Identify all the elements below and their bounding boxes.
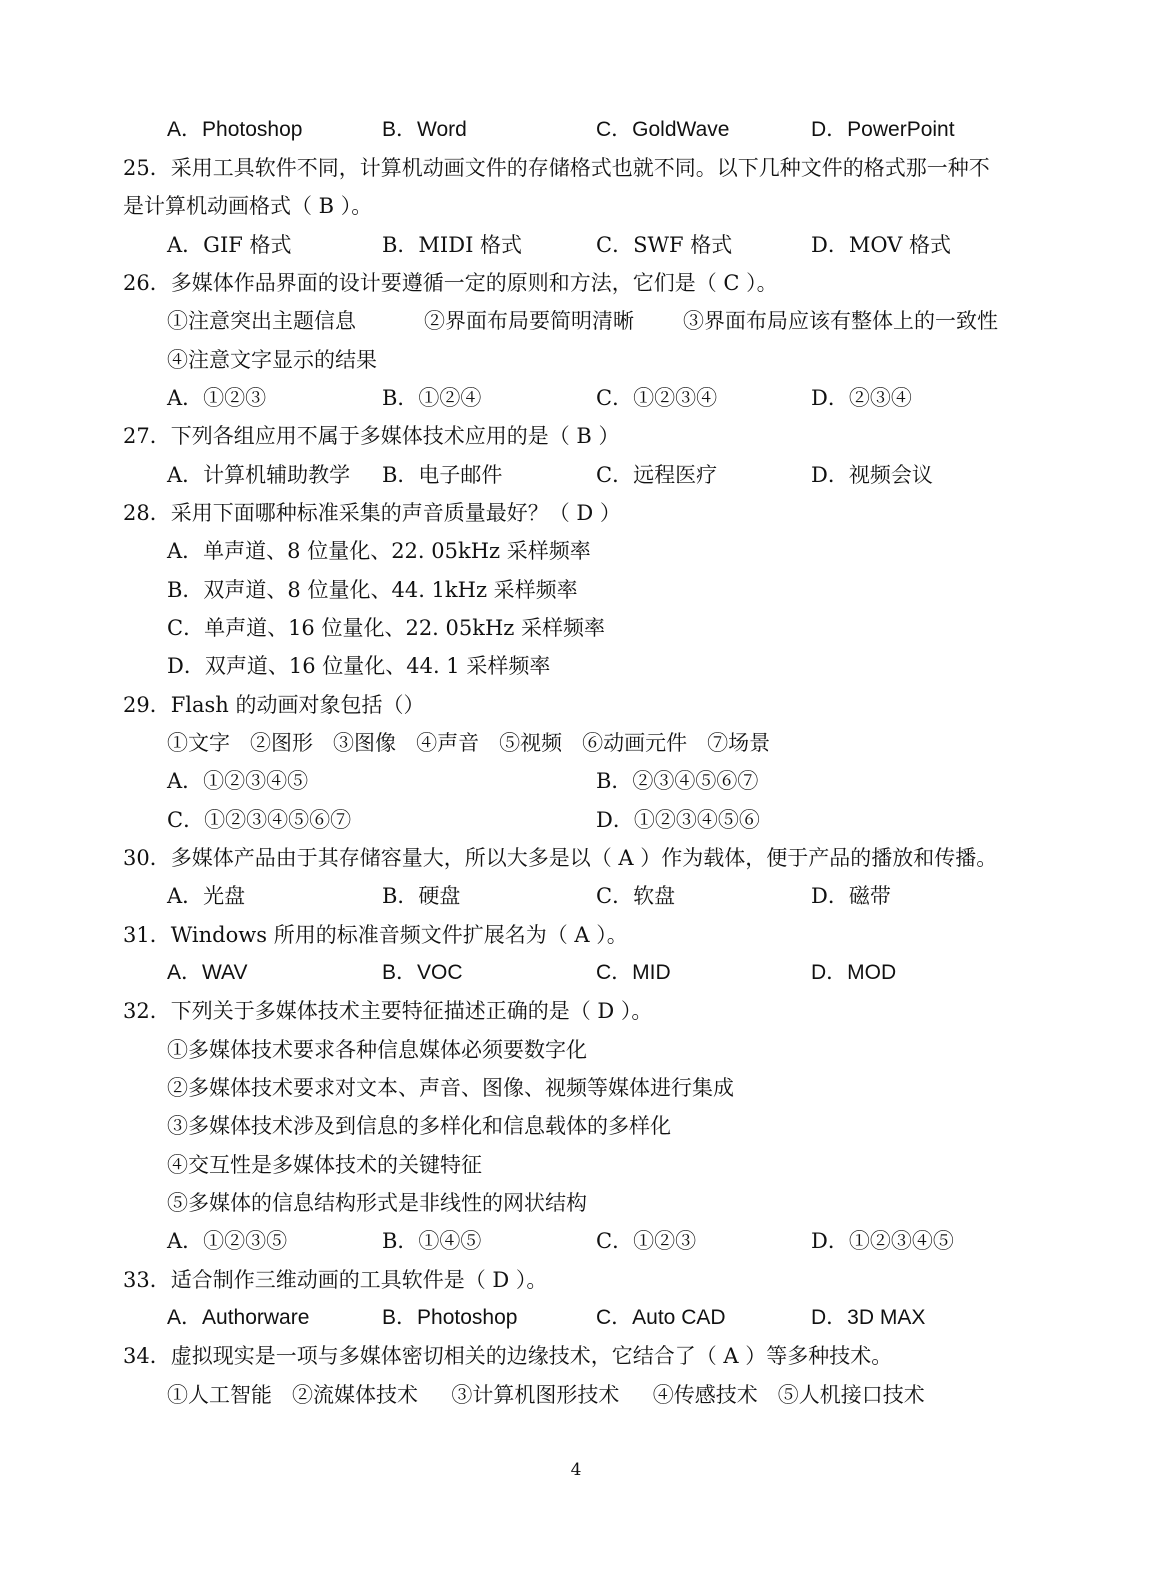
- q24-option-b: B．Word: [382, 118, 467, 141]
- q28-option-a: A．单声道、8 位量化、22. 05kHz 采样频率: [167, 539, 591, 563]
- q27-stem: 27．下列各组应用不属于多媒体技术应用的是（ B ）: [123, 424, 620, 448]
- q29-option-d: D．①②③④⑤⑥: [596, 808, 760, 832]
- q26-option-b: B．①②④: [382, 386, 482, 410]
- q27-option-d: D．视频会议: [811, 463, 933, 487]
- q31-option-d: D．MOD: [811, 961, 897, 984]
- q33-option-b: B．Photoshop: [382, 1306, 518, 1329]
- q32-option-c: C．①②③: [596, 1229, 697, 1253]
- q32-stem: 32．下列关于多媒体技术主要特征描述正确的是（ D ）。: [123, 999, 653, 1023]
- q30-option-d: D．磁带: [811, 884, 891, 908]
- q29-items: ①文字 ②图形 ③图像 ④声音 ⑤视频 ⑥动画元件 ⑦场景: [167, 731, 771, 755]
- q24-option-c: C．GoldWave: [596, 118, 730, 141]
- q32-item-1: ①多媒体技术要求各种信息媒体必须要数字化: [167, 1038, 587, 1062]
- q25-stem-line1: 25．采用工具软件不同，计算机动画文件的存储格式也就不同。以下几种文件的格式那一种不: [123, 156, 990, 180]
- q26-stem: 26．多媒体作品界面的设计要遵循一定的原则和方法，它们是（ C ）。: [123, 271, 778, 295]
- q29-stem: 29．Flash 的动画对象包括（）: [123, 693, 425, 717]
- q25-option-d: D．MOV 格式: [811, 233, 952, 257]
- q33-option-d: D．3D MAX: [811, 1306, 926, 1329]
- q29-option-a: A．①②③④⑤: [167, 769, 309, 793]
- q32-option-b: B．①④⑤: [382, 1229, 482, 1253]
- q27-option-a: A．计算机辅助教学: [167, 463, 351, 487]
- q34-stem: 34．虚拟现实是一项与多媒体密切相关的边缘技术，它结合了（ A ）等多种技术。: [123, 1344, 893, 1368]
- q24-option-a: A．Photoshop: [167, 118, 303, 141]
- q27-option-c: C．远程医疗: [596, 463, 718, 487]
- q29-option-c: C．①②③④⑤⑥⑦: [167, 808, 352, 832]
- q34-items: ①人工智能 ②流媒体技术 ③计算机图形技术 ④传感技术 ⑤人机接口技术: [167, 1383, 925, 1407]
- q30-stem: 30．多媒体产品由于其存储容量大，所以大多是以（ A ）作为载体，便于产品的播放和传播。: [123, 846, 998, 870]
- q25-option-b: B．MIDI 格式: [382, 233, 523, 257]
- q32-item-2: ②多媒体技术要求对文本、声音、图像、视频等媒体进行集成: [167, 1076, 734, 1100]
- q25-option-a: A．GIF 格式: [167, 233, 292, 257]
- q31-option-a: A．WAV: [167, 961, 248, 984]
- q26-item-4: ④注意文字显示的结果: [167, 348, 377, 372]
- q24-option-d: D．PowerPoint: [811, 118, 955, 141]
- q32-item-5: ⑤多媒体的信息结构形式是非线性的网状结构: [167, 1191, 587, 1215]
- q30-option-a: A．光盘: [167, 884, 246, 908]
- q31-option-b: B．VOC: [382, 961, 463, 984]
- q30-option-b: B．硬盘: [382, 884, 461, 908]
- q26-item-2: ②界面布局要简明清晰: [424, 309, 634, 333]
- q33-stem: 33．适合制作三维动画的工具软件是（ D ）。: [123, 1268, 548, 1292]
- q26-item-3: ③界面布局应该有整体上的一致性: [683, 309, 998, 333]
- q31-stem: 31．Windows 所用的标准音频文件扩展名为（ A ）。: [123, 923, 628, 947]
- q28-option-c: C．单声道、16 位量化、22. 05kHz 采样频率: [167, 616, 606, 640]
- q26-option-c: C．①②③④: [596, 386, 718, 410]
- q32-option-a: A．①②③⑤: [167, 1229, 288, 1253]
- q28-option-b: B．双声道、8 位量化、44. 1kHz 采样频率: [167, 578, 578, 602]
- q33-option-c: C．Auto CAD: [596, 1306, 726, 1329]
- q26-option-d: D．②③④: [811, 386, 912, 410]
- q33-option-a: A．Authorware: [167, 1306, 310, 1329]
- q32-option-d: D．①②③④⑤: [811, 1229, 954, 1253]
- q32-item-3: ③多媒体技术涉及到信息的多样化和信息载体的多样化: [167, 1114, 671, 1138]
- q31-option-c: C．MID: [596, 961, 671, 984]
- q30-option-c: C．软盘: [596, 884, 676, 908]
- page-number: 4: [570, 1460, 582, 1480]
- q28-stem: 28．采用下面哪种标准采集的声音质量最好？（ D ）: [123, 501, 621, 525]
- q29-option-b: B．②③④⑤⑥⑦: [596, 769, 759, 793]
- q28-option-d: D．双声道、16 位量化、44. 1 采样频率: [167, 654, 551, 678]
- q27-option-b: B．电子邮件: [382, 463, 503, 487]
- q26-item-1: ①注意突出主题信息: [167, 309, 356, 333]
- q25-stem-line2: 是计算机动画格式（ B ）。: [123, 194, 373, 218]
- q25-option-c: C．SWF 格式: [596, 233, 733, 257]
- q32-item-4: ④交互性是多媒体技术的关键特征: [167, 1153, 482, 1177]
- q26-option-a: A．①②③: [167, 386, 267, 410]
